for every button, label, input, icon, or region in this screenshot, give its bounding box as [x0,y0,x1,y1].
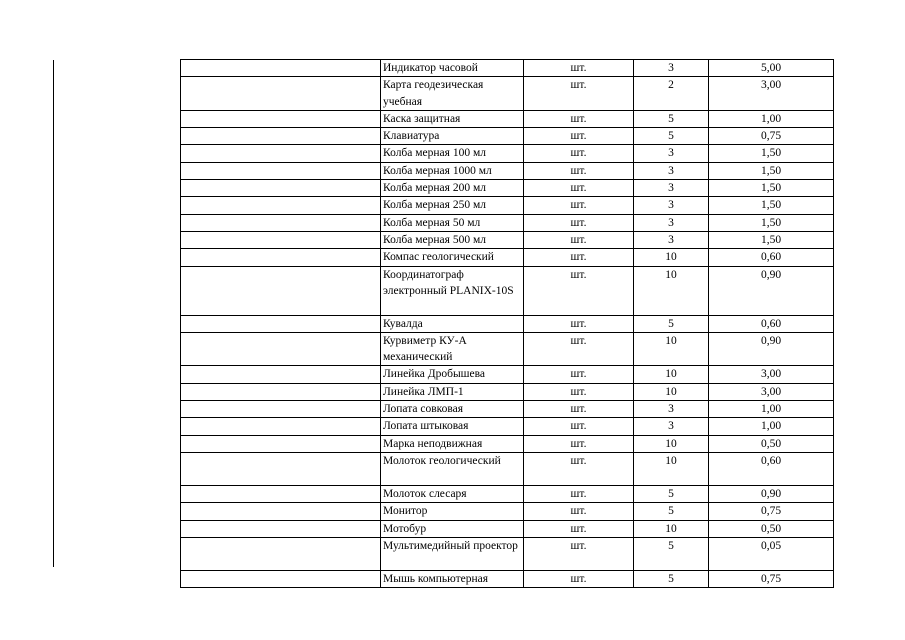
value-cell: 1,50 [709,197,834,214]
empty-cell [181,128,381,145]
empty-cell [181,520,381,537]
quantity-cell: 3 [634,162,709,179]
item-name-cell: Мышь компьютерная [381,570,524,587]
empty-cell [181,570,381,587]
table-row [181,162,834,179]
item-name-cell: Колба мерная 500 мл [381,231,524,248]
item-name-cell: Линейка ЛМП-1 [381,383,524,400]
unit-cell: шт. [524,180,634,197]
empty-cell [181,180,381,197]
empty-cell [181,145,381,162]
table-row [181,110,834,127]
table-row [181,197,834,214]
value-cell: 0,60 [709,315,834,332]
item-name-cell: Клавиатура [381,128,524,145]
equipment-table [180,59,834,588]
unit-cell: шт. [524,231,634,248]
value-cell: 0,75 [709,570,834,587]
value-cell: 1,00 [709,110,834,127]
empty-cell [181,435,381,452]
table-row [181,570,834,587]
unit-cell: шт. [524,570,634,587]
table-row [181,520,834,537]
quantity-cell: 10 [634,332,709,366]
item-name-cell: Лопата штыковая [381,418,524,435]
item-name-cell: Компас геологический [381,249,524,266]
quantity-cell: 5 [634,537,709,570]
item-name-cell: Линейка Дробышева [381,366,524,383]
item-name-cell: Кувалда [381,315,524,332]
unit-cell: шт. [524,452,634,485]
quantity-cell: 3 [634,401,709,418]
quantity-cell: 5 [634,485,709,502]
item-name-cell: Колба мерная 1000 мл [381,162,524,179]
table-row [181,452,834,485]
value-cell: 1,50 [709,231,834,248]
unit-cell: шт. [524,214,634,231]
item-name-cell: Курвиметр КУ-А механический [381,332,524,366]
value-cell: 1,00 [709,401,834,418]
quantity-cell: 10 [634,383,709,400]
quantity-cell: 5 [634,570,709,587]
quantity-cell: 5 [634,128,709,145]
empty-cell [181,485,381,502]
unit-cell: шт. [524,197,634,214]
quantity-cell: 3 [634,197,709,214]
table-row [181,231,834,248]
table-row [181,366,834,383]
item-name-cell: Марка неподвижная [381,435,524,452]
unit-cell: шт. [524,315,634,332]
empty-cell [181,214,381,231]
value-cell: 5,00 [709,60,834,77]
value-cell: 1,00 [709,418,834,435]
quantity-cell: 10 [634,266,709,315]
item-name-cell: Колба мерная 100 мл [381,145,524,162]
empty-cell [181,110,381,127]
table-row [181,128,834,145]
item-name-cell: Лопата совковая [381,401,524,418]
empty-cell [181,231,381,248]
value-cell: 0,75 [709,503,834,520]
unit-cell: шт. [524,485,634,502]
unit-cell: шт. [524,435,634,452]
quantity-cell: 2 [634,77,709,111]
quantity-cell: 10 [634,452,709,485]
unit-cell: шт. [524,77,634,111]
unit-cell: шт. [524,520,634,537]
item-name-cell: Колба мерная 50 мл [381,214,524,231]
quantity-cell: 10 [634,435,709,452]
unit-cell: шт. [524,332,634,366]
empty-cell [181,332,381,366]
value-cell: 1,50 [709,214,834,231]
quantity-cell: 5 [634,110,709,127]
table-row [181,485,834,502]
quantity-cell: 3 [634,180,709,197]
value-cell: 3,00 [709,77,834,111]
item-name-cell: Мотобур [381,520,524,537]
quantity-cell: 3 [634,145,709,162]
empty-cell [181,77,381,111]
unit-cell: шт. [524,383,634,400]
table-row [181,214,834,231]
value-cell: 3,00 [709,383,834,400]
table-row [181,503,834,520]
value-cell: 1,50 [709,162,834,179]
empty-cell [181,503,381,520]
table-row [181,266,834,315]
item-name-cell: Координатограф электронный PLANIX-10S [381,266,524,315]
unit-cell: шт. [524,162,634,179]
unit-cell: шт. [524,60,634,77]
empty-cell [181,162,381,179]
value-cell: 0,50 [709,520,834,537]
value-cell: 1,50 [709,180,834,197]
item-name-cell: Молоток слесаря [381,485,524,502]
value-cell: 0,60 [709,452,834,485]
unit-cell: шт. [524,249,634,266]
table-row [181,77,834,111]
item-name-cell: Молоток геологический [381,452,524,485]
item-name-cell: Монитор [381,503,524,520]
quantity-cell: 3 [634,214,709,231]
unit-cell: шт. [524,145,634,162]
empty-cell [181,60,381,77]
unit-cell: шт. [524,110,634,127]
empty-cell [181,401,381,418]
value-cell: 0,75 [709,128,834,145]
quantity-cell: 3 [634,60,709,77]
empty-cell [181,315,381,332]
value-cell: 3,00 [709,366,834,383]
quantity-cell: 3 [634,418,709,435]
item-name-cell: Колба мерная 250 мл [381,197,524,214]
empty-cell [181,383,381,400]
table-row [181,435,834,452]
empty-cell [181,266,381,315]
empty-cell [181,452,381,485]
table-row [181,332,834,366]
quantity-cell: 10 [634,520,709,537]
table-row [181,249,834,266]
item-name-cell: Карта геодезическая учебная [381,77,524,111]
value-cell: 0,50 [709,435,834,452]
quantity-cell: 3 [634,231,709,248]
table-row [181,315,834,332]
empty-cell [181,537,381,570]
item-name-cell: Каска защитная [381,110,524,127]
unit-cell: шт. [524,503,634,520]
empty-cell [181,197,381,214]
value-cell: 0,05 [709,537,834,570]
quantity-cell: 5 [634,315,709,332]
value-cell: 0,90 [709,266,834,315]
item-name-cell: Колба мерная 200 мл [381,180,524,197]
empty-cell [181,366,381,383]
table-row [181,401,834,418]
unit-cell: шт. [524,266,634,315]
unit-cell: шт. [524,128,634,145]
empty-cell [181,249,381,266]
quantity-cell: 10 [634,366,709,383]
value-cell: 0,60 [709,249,834,266]
table-row [181,180,834,197]
item-name-cell: Индикатор часовой [381,60,524,77]
quantity-cell: 5 [634,503,709,520]
value-cell: 1,50 [709,145,834,162]
unit-cell: шт. [524,401,634,418]
page-margin-line [53,60,54,567]
table-row [181,60,834,77]
table-row [181,383,834,400]
unit-cell: шт. [524,366,634,383]
table-row [181,537,834,570]
quantity-cell: 10 [634,249,709,266]
table-row [181,418,834,435]
empty-cell [181,418,381,435]
item-name-cell: Мультимедийный проектор [381,537,524,570]
table-row [181,145,834,162]
value-cell: 0,90 [709,485,834,502]
unit-cell: шт. [524,537,634,570]
value-cell: 0,90 [709,332,834,366]
unit-cell: шт. [524,418,634,435]
